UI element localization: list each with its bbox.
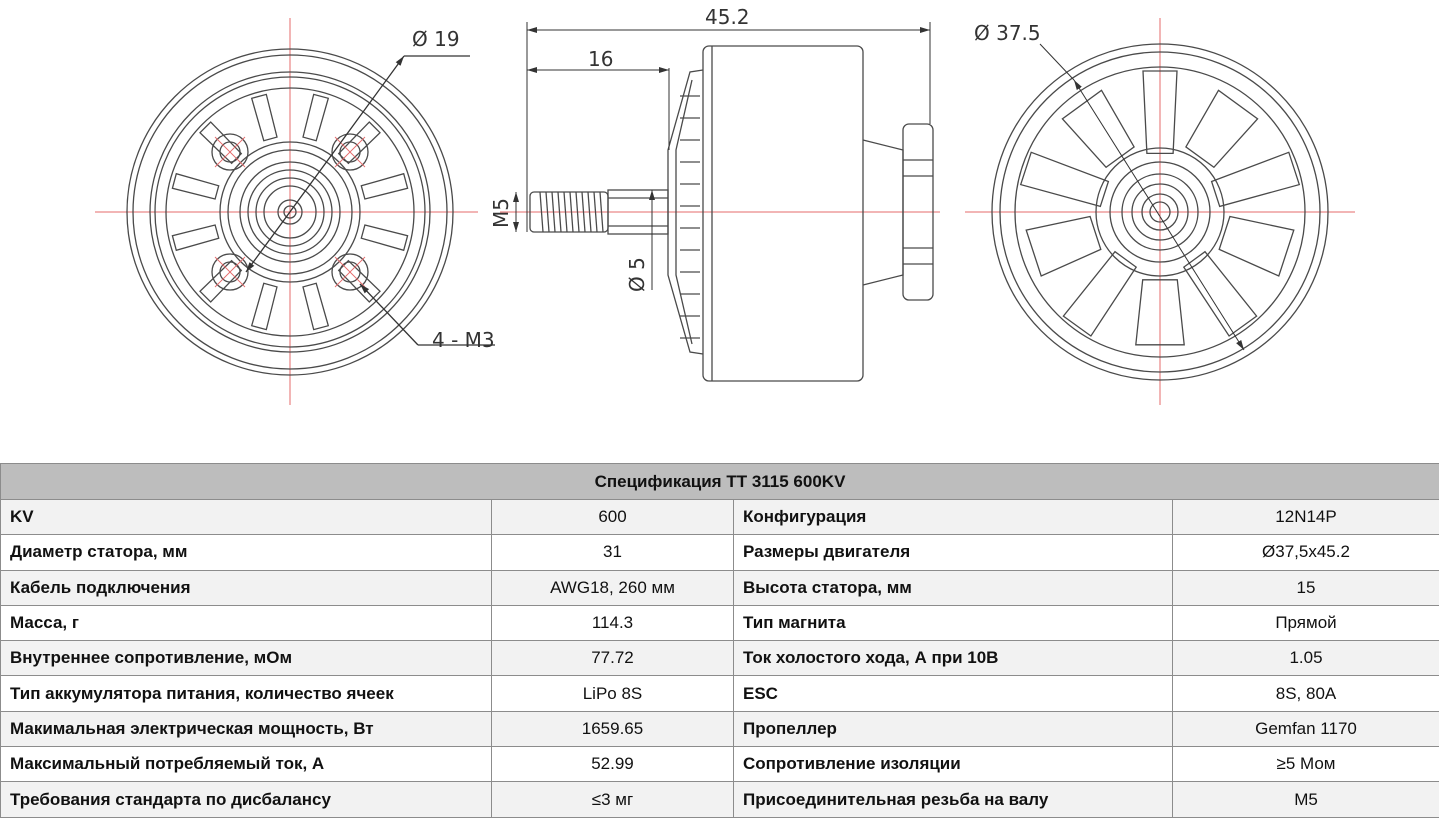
spec-label: Внутреннее сопротивление, мОм	[1, 641, 492, 676]
spec-value: AWG18, 260 мм	[492, 570, 734, 605]
spec-value: 12N14P	[1173, 500, 1439, 535]
spec-value: 15	[1173, 570, 1439, 605]
spec-row	[1, 500, 1439, 535]
spec-label: Максимальный потребляемый ток, А	[1, 747, 492, 782]
spec-label: Пропеллер	[734, 711, 1173, 746]
dim-front-diameter: Ø 19	[412, 27, 460, 51]
rear-view	[965, 18, 1355, 405]
spec-row	[1, 641, 1439, 676]
spec-row	[1, 676, 1439, 711]
spec-value: 52.99	[492, 747, 734, 782]
spec-row	[1, 570, 1439, 605]
spec-row	[1, 535, 1439, 570]
spec-label: Макимальная электрическая мощность, Вт	[1, 711, 492, 746]
spec-label: Ток холостого хода, А при 10В	[734, 641, 1173, 676]
spec-row	[1, 782, 1439, 817]
spec-label: KV	[1, 500, 492, 535]
spec-label: Присоединительная резьба на валу	[734, 782, 1173, 817]
side-view	[500, 22, 940, 381]
spec-label: Диаметр статора, мм	[1, 535, 492, 570]
spec-value: 1.05	[1173, 641, 1439, 676]
spec-value: Прямой	[1173, 605, 1439, 640]
spec-value: LiPo 8S	[492, 676, 734, 711]
spec-value: 114.3	[492, 605, 734, 640]
dim-front-holes: 4 - M3	[432, 328, 495, 352]
spec-label: Масса, г	[1, 605, 492, 640]
spec-label: Кабель подключения	[1, 570, 492, 605]
spec-label: Тип аккумулятора питания, количество ячеек	[1, 676, 492, 711]
spec-label: Тип магнита	[734, 605, 1173, 640]
dim-overall-length: 45.2	[705, 5, 750, 29]
spec-value: 31	[492, 535, 734, 570]
spec-title: Спецификация TT 3115 600KV	[1, 464, 1439, 500]
dim-shaft-diameter: Ø 5	[625, 257, 649, 292]
spec-label: Конфигурация	[734, 500, 1173, 535]
spec-label: ESC	[734, 676, 1173, 711]
spec-value: Ø37,5x45.2	[1173, 535, 1439, 570]
spec-value: Gemfan 1170	[1173, 711, 1439, 746]
dim-rear-diameter: Ø 37.5	[974, 21, 1041, 45]
spec-table	[0, 463, 1439, 818]
spec-value: M5	[1173, 782, 1439, 817]
spec-value: 600	[492, 500, 734, 535]
spec-label: Сопротивление изоляции	[734, 747, 1173, 782]
spec-value: 8S, 80A	[1173, 676, 1439, 711]
spec-label: Требования стандарта по дисбалансу	[1, 782, 492, 817]
spec-value: ≥5 Мом	[1173, 747, 1439, 782]
spec-label: Размеры двигателя	[734, 535, 1173, 570]
dim-shaft-length: 16	[588, 47, 614, 71]
spec-label: Высота статора, мм	[734, 570, 1173, 605]
spec-row	[1, 605, 1439, 640]
spec-value: 1659.65	[492, 711, 734, 746]
spec-row	[1, 711, 1439, 746]
spec-value: ≤3 мг	[492, 782, 734, 817]
spec-value: 77.72	[492, 641, 734, 676]
spec-row	[1, 747, 1439, 782]
dim-thread: M5	[489, 198, 513, 228]
